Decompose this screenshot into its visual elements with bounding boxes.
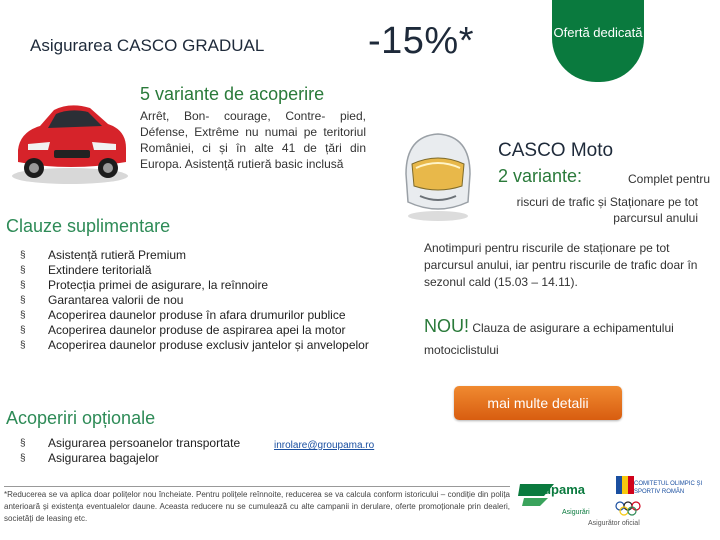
groupama-logo-text: Groupama: [520, 482, 586, 497]
olympic-text: COMITETUL OLIMPIC ȘI SPORTIV ROMÂN: [634, 481, 703, 495]
moto-variants-tail: Complet pentru: [628, 172, 711, 186]
casco-variants-title: 5 variante de acoperire: [140, 84, 325, 104]
moto-variants-rest: riscuri de trafic și Staționare pe tot parcursul anului: [516, 195, 698, 225]
list-item: § Asistență rutieră Premium: [20, 248, 370, 263]
optionale-list: [20, 436, 280, 466]
olympic-logo: [612, 470, 662, 522]
new-label: NOU!: [424, 316, 469, 336]
moto-season-text: Anotimpuri pentru riscurile de staționare pe tot parcursul anului, iar pentru riscurile de trafic doar în sezonul cald (15.03 – 14.11).: [424, 241, 698, 289]
list-item: § Acoperirea daunelor produse în afara drumurilor publice: [20, 308, 370, 323]
official-insurer-label: Asigurător oficial: [588, 520, 640, 527]
casco-description: Arrêt, Bon- courage, Contre- pied, Défense, Extrême nu numai pe teritoriul României, ci și în alte 41 de țări din Europa. Asistență rutieră basic inclusă: [140, 109, 366, 171]
discount-label: -15%*: [368, 20, 474, 62]
moto-variants-count: 2 variante:: [498, 166, 583, 186]
car-image: [4, 88, 136, 188]
groupama-logo: [514, 466, 606, 526]
more-details-button[interactable]: mai multe detalii: [454, 386, 622, 420]
list-item: § Asigurarea bagajelor: [20, 451, 280, 466]
list-item: § Protecția primei de asigurare, la reînnoire: [20, 278, 370, 293]
moto-new-clause: [424, 315, 714, 361]
helmet-image: [398, 124, 478, 224]
list-item: § Asigurarea persoanelor transportate: [20, 436, 280, 451]
moto-title: CASCO Moto: [498, 140, 614, 161]
list-item: § Extindere teritorială: [20, 263, 370, 278]
optionale-title: Acoperiri opționale: [6, 408, 156, 428]
page-title: Asigurarea CASCO GRADUAL: [30, 36, 265, 55]
clauze-list: [20, 248, 370, 353]
offer-badge: Ofertă dedicată: [552, 0, 644, 82]
list-item: § Acoperirea daunelor produse de aspirarea apei la motor: [20, 323, 370, 338]
list-item: § Acoperirea daunelor produse exclusiv jantelor și anvelopelor: [20, 338, 370, 353]
groupama-sub-text: Asigurări: [562, 509, 590, 516]
list-item: § Garantarea valorii de nou: [20, 293, 370, 308]
footnote: *Reducerea se va aplica doar polițelor nou încheiate. Pentru polițele reînnoite, reducerea se va calcula conform istoricului – condiție din polița anterioară și existența eventualelor daune. Aceasta reducere nu se cumulează cu alte campanii in derulare, oferte promoționale prin dealeri, societăți de leasing etc.: [4, 486, 510, 525]
new-clause-text: Clauza de asigurare a echipamentului motociclistului: [424, 321, 674, 357]
clauze-title: Clauze suplimentare: [6, 216, 171, 236]
email-link[interactable]: inrolare@groupama.ro: [274, 440, 375, 451]
